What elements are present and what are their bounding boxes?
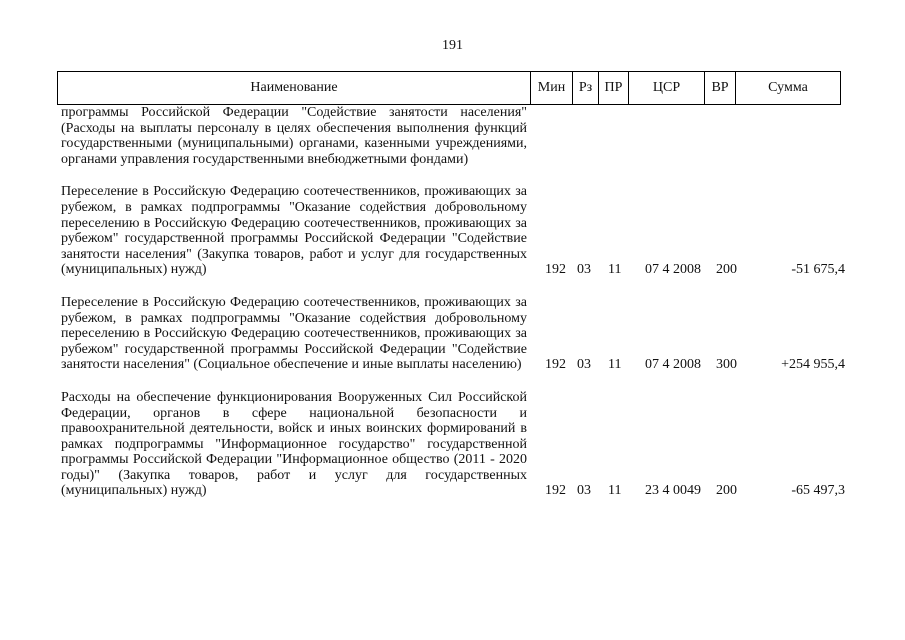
table-row	[57, 105, 849, 167]
table-header	[57, 71, 841, 105]
row-min: 192	[545, 356, 566, 372]
row-name: Переселение в Российскую Федерацию соотечественников, проживающих за рубежом, в рамках подпрограммы "Оказание содействия добровольному переселению в Российскую Федерацию соотечественников, проживающих за рубежом" государственной программы Российской Федерации "Содействие занятости населения" (Социальное обеспечение и иные выплаты населению)	[61, 294, 527, 373]
row-codes	[57, 483, 849, 499]
row-sum: -65 497,3	[791, 483, 845, 499]
row-csr: 07 4 2008	[645, 356, 701, 372]
row-pr: 11	[608, 356, 622, 372]
table-row	[57, 184, 849, 278]
header-csr: ЦСР	[629, 72, 705, 105]
header-name: Наименование	[58, 72, 531, 105]
row-csr: 07 4 2008	[645, 261, 701, 277]
header-min: Мин	[531, 72, 573, 105]
row-codes	[57, 262, 849, 278]
header-vr: ВР	[705, 72, 736, 105]
row-vr: 200	[716, 261, 737, 277]
header-rz: Рз	[573, 72, 599, 105]
row-pr: 11	[608, 261, 622, 277]
row-pr: 11	[608, 483, 622, 499]
header-sum: Сумма	[736, 72, 841, 105]
row-name: программы Российской Федерации "Содействие занятости населения" (Расходы на выплаты персоналу в целях обеспечения выполнения функций государственными (муниципальными) органами, казенными учреждениями, органами управления государственными внебюджетными фондами)	[61, 105, 527, 167]
row-vr: 300	[716, 356, 737, 372]
row-sum: -51 675,4	[791, 261, 845, 277]
row-name: Расходы на обеспечение функционирования Вооруженных Сил Российской Федерации, органов в сфере национальной безопасности и правоохранительной деятельности, войск и иных воинских формирований в рамках подпрограммы "Информационное государство" государственной программы Российской Федерации "Информационное общество (2011 - 2020 годы)" (Закупка товаров, работ и услуг для государственных (муниципальных) нужд)	[61, 389, 527, 499]
row-sum: +254 955,4	[781, 356, 845, 372]
table-row	[57, 295, 849, 373]
row-min: 192	[545, 261, 566, 277]
row-rz: 03	[577, 356, 591, 372]
table-row	[57, 390, 849, 499]
page-number: 191	[442, 38, 463, 53]
row-rz: 03	[577, 483, 591, 499]
table-body	[57, 105, 849, 499]
row-name: Переселение в Российскую Федерацию соотечественников, проживающих за рубежом, в рамках подпрограммы "Оказание содействия добровольному переселению в Российскую Федерацию соотечественников, проживающих за рубежом" государственной программы Российской Федерации "Содействие занятости населения" (Закупка товаров, работ и услуг для государственных (муниципальных) нужд)	[61, 184, 527, 278]
row-vr: 200	[716, 483, 737, 499]
row-csr: 23 4 0049	[645, 483, 701, 499]
row-min: 192	[545, 483, 566, 499]
header-pr: ПР	[599, 72, 629, 105]
row-codes	[57, 357, 849, 373]
row-codes	[57, 151, 849, 167]
row-rz: 03	[577, 261, 591, 277]
